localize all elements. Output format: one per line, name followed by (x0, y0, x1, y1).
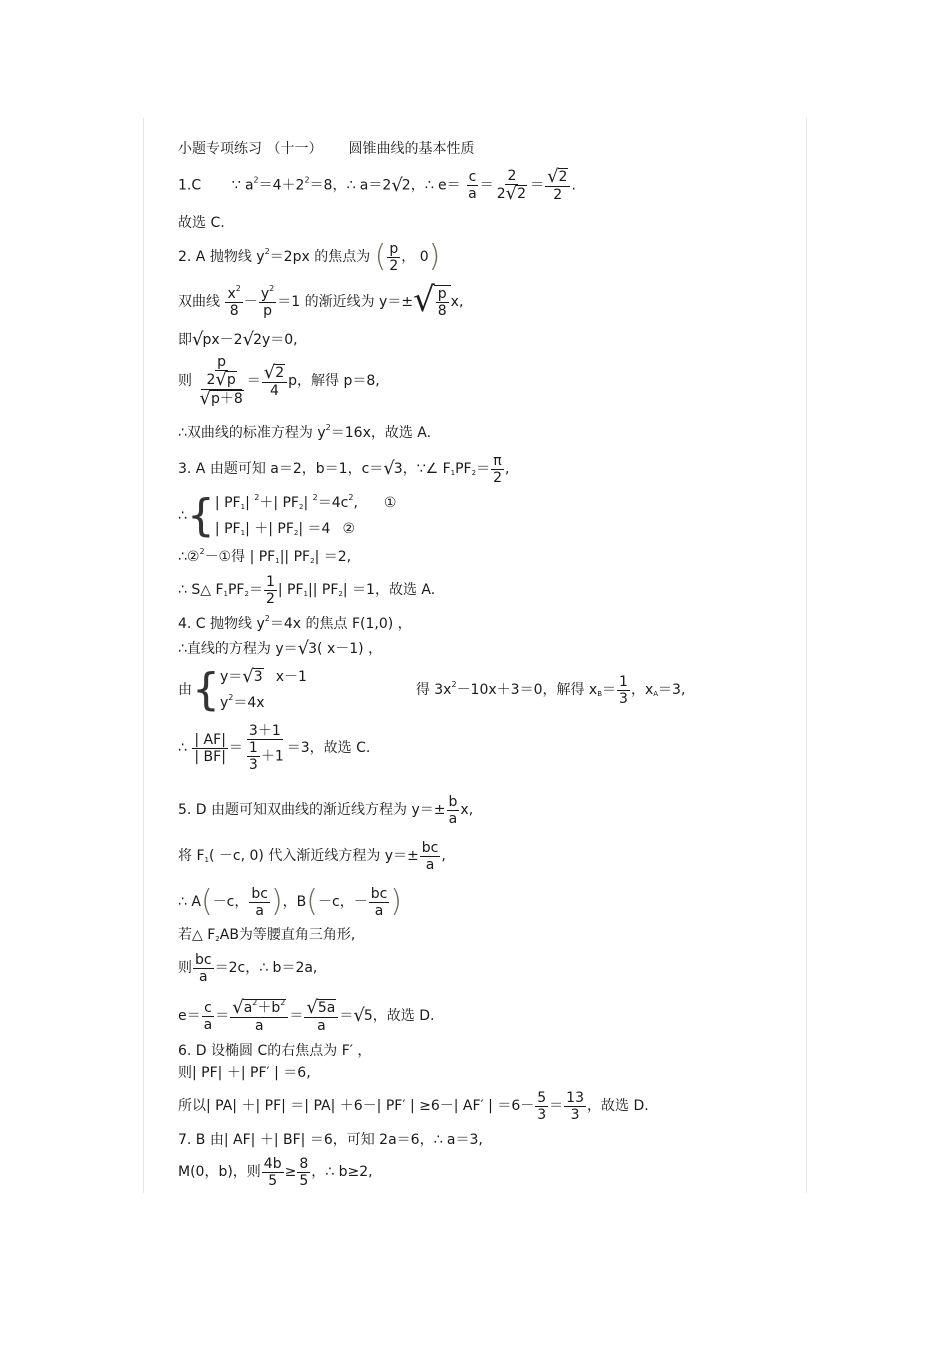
fraction-ratio: 3＋1 $\frac{1}{3}$ ＋1 (248, 723, 284, 773)
problem-6-line-1: 6. D 设椭圆 C的右焦点为 F′ ， (178, 1043, 372, 1059)
problem-5-line-3: ∴ A(－c， $\frac{bc}{a}$ )，B(－c，－ $\frac{bc}{a}$ ) (178, 884, 403, 919)
fraction-bc-over-a: $\frac{bc}{a}$ (421, 839, 439, 873)
fraction-2-over-2sqrt2: 2 2 √ 2 (496, 168, 527, 204)
problem-1-conclusion: 故选 C. (178, 215, 225, 231)
problem-5-line-2: 将 $F_1( -c$, 0) 代入渐近线方程为 y＝± $\frac{bc}{a}$ , (178, 839, 446, 873)
fraction-p-over-2: $\frac{p}{2}$ (389, 240, 399, 274)
fraction-13-over-3: $\frac{13}{3}$ (566, 1089, 584, 1123)
left-margin-line (143, 118, 144, 1193)
fraction-nested: p 2 √ p √ p＋8 (199, 354, 243, 409)
fraction-y2-over-p: $\frac{y^2}{p}$ (260, 283, 275, 319)
problem-4-line-2: ∴直线的方程为 y＝ √ 3( x－1) ， (178, 638, 383, 659)
problem-3-line-3: ∴②$^2$－①得 | $PF_1||$ $PF_2| =2$, (178, 547, 352, 565)
fraction-pi-over-2: $\frac{\pi}{2}$ (493, 452, 502, 486)
problem-4-line-1: 4. C 抛物线 $y^2=4x$ 的焦点 F(1,0) ， (178, 614, 412, 632)
fraction-sqrt-a2b2-over-a: √ $a^2+b^2$ a (230, 999, 288, 1034)
problem-7-line-1: 7. B 由| AF| ＋| BF| ＝6，可知 2a＝6，∴ a＝3, (178, 1132, 483, 1148)
right-margin-line (806, 118, 807, 1193)
problem-5-line-4: 若△ $F_2AB$为等腰直角三角形, (178, 927, 356, 943)
fraction-sqrt2-over-2: √ 2 2 (545, 168, 570, 203)
fraction-5-over-3: $\frac{5}{3}$ (537, 1089, 547, 1123)
problem-2-line-1: 2. A 抛物线 $y^2=2px$ 的焦点为 ( $\frac{p}{2}$ ， 0) (178, 239, 441, 274)
problem-2-line-2: 双曲线 $\frac{x^2}{8}$ － $\frac{y^2}{p}$ ＝1 的渐近线为 y＝± √ $\frac{p}{8}$ x, (178, 280, 464, 320)
problem-7-line-2: M(0，b)，则 $\frac{4b}{5}$ ≥ $\frac{8}{5}$ ，∴ b≥2, (178, 1155, 373, 1189)
problem-5-line-5: 则 $\frac{bc}{a}$ ＝2c，∴ b＝2a, (178, 951, 318, 985)
problem-6-line-3: 所以| PA| ＋| PF| ＝| PA| ＋6－| PF′ | ≥6－| AF′ | ＝6－ $\frac{5}{3}$ ＝ $\frac{13}{3}$ ，故选 D. (178, 1089, 649, 1123)
fraction-1-over-3: $\frac{1}{3}$ (619, 673, 628, 707)
problem-6-line-2: 则| PF| ＋| PF′ | ＝6, (178, 1065, 311, 1081)
fraction-sqrt5a-over-a: √ 5a a (304, 999, 338, 1034)
fraction-8-over-5: $\frac{8}{5}$ (299, 1155, 309, 1189)
problem-2-line-3: 即 √ px－2 √ 2y＝0, (178, 329, 298, 350)
fraction-sqrt2-over-4: √ 2 4 (262, 364, 287, 399)
problem-4-line-4: ∴ $\frac{| AF|}{| BF|}$ ＝ 3＋1 $\frac{1}{3}$ ＋1 ＝3，故选 C. (178, 723, 371, 773)
fraction-c-over-a: $\frac{c}{a}$ (468, 169, 477, 202)
problem-5-line-1: 5. D 由题可知双曲线的渐近线方程为 y＝± $\frac{b}{a}$ x, (178, 793, 474, 827)
fraction-1-over-2: $\frac{1}{2}$ (265, 573, 275, 607)
problem-3-line-4: ∴ S△ $F_1PF_2=$ $\frac{1}{2}$ | $PF_1||$ $PF_2| =1$，故选 A. (178, 573, 436, 607)
problem-1-line: 1.C ∵ $a^2=4+2^2=8$，∴ a＝2 √ 2，∴ e＝ $\frac{c}{a}$ ＝ 2 2 √ 2 ＝ √ 2 2 . (178, 166, 576, 204)
fraction-x2-over-8: $\frac{x^2}{8}$ (227, 283, 241, 319)
problem-4-system: 由 { y＝ √ 3 x－1 $y^2=4x$ 得 $3x^2-10x+3=0$，解得 $x_B=$ $\frac{1}{3}$ ，$x_A=3$, (178, 664, 686, 715)
problem-3-line-1: 3. A 由题可知 a＝2，b＝1，c＝ √ 3，∵∠ $F_1PF_2=$ $\frac{\pi}{2}$ , (178, 452, 510, 486)
problem-5-line-6: e＝ $\frac{c}{a}$ ＝ √ $a^2+b^2$ a ＝ √ 5a a ＝ √ 5，故选 D. (178, 996, 435, 1034)
fraction-AF-over-BF: $\frac{| AF|}{| BF|}$ (194, 731, 226, 765)
problem-2-line-4: 则 p 2 √ p √ p＋8 ＝ √ 2 4 p，解得 p＝8, (178, 354, 380, 409)
page-title: 小题专项练习 （十一） 圆锥曲线的基本性质 (178, 141, 475, 157)
problem-3-system: ∴ { | $PF_1|$ $^2$＋| $PF_2|$ $^2=4c^2$, ① | $PF_1|$ ＋| $PF_2| =4$ ② (178, 490, 397, 541)
fraction-4b-over-5: $\frac{4b}{5}$ (263, 1155, 282, 1189)
fraction-b-over-a: $\frac{b}{a}$ (448, 793, 458, 827)
problem-2-line-5: ∴双曲线的标准方程为 $y^2=16x$，故选 A. (178, 423, 432, 441)
sqrt-2: √ (391, 174, 403, 196)
